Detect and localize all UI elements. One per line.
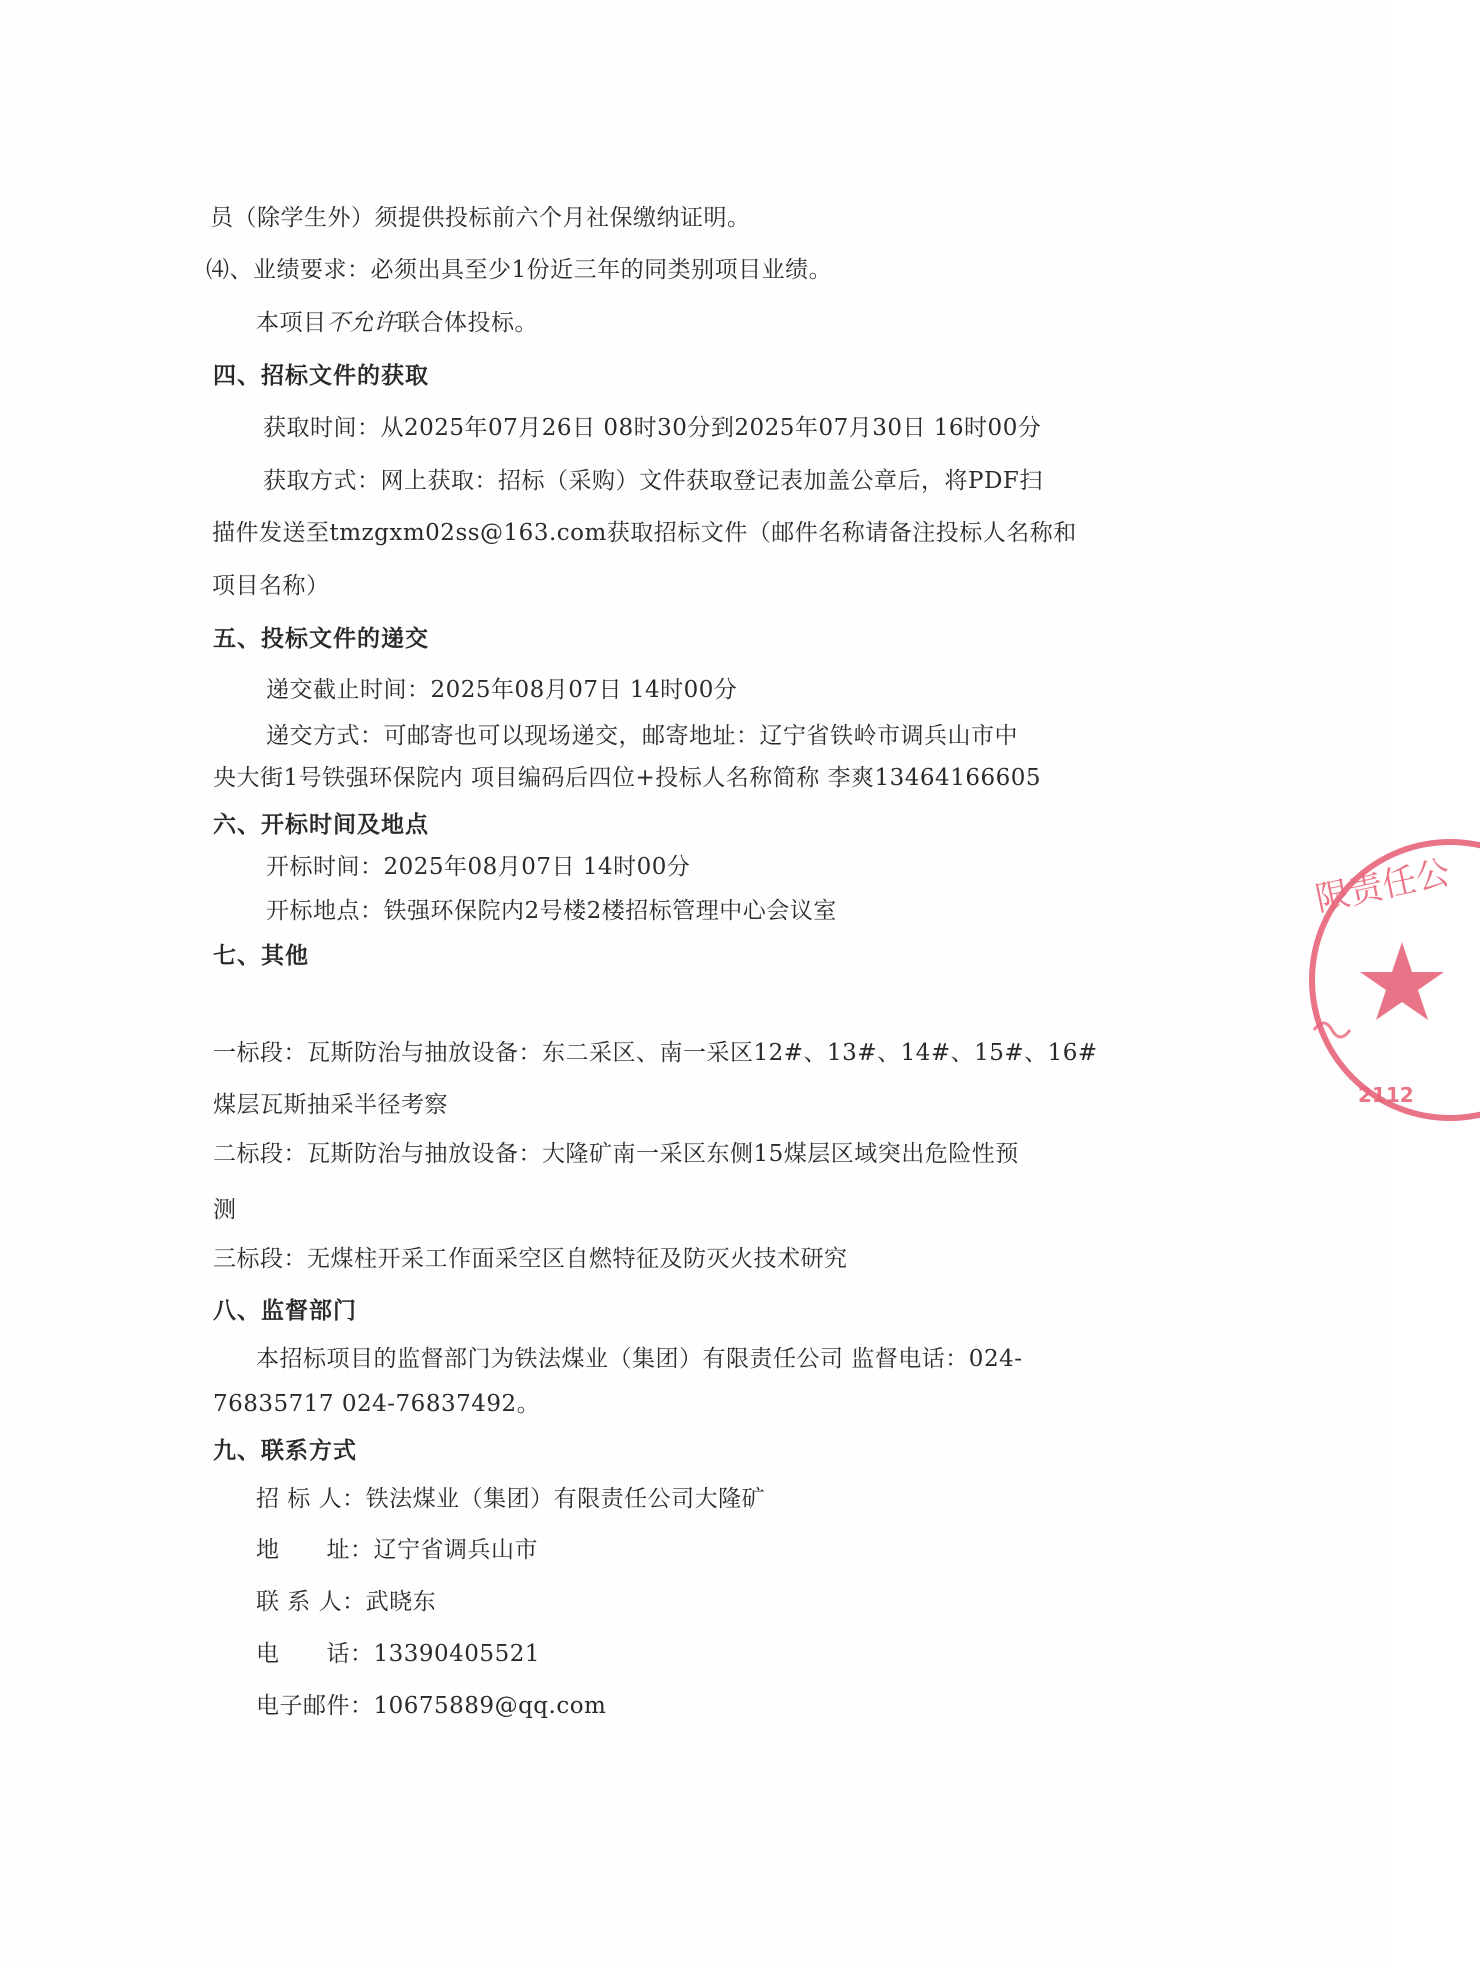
section-6-place: 开标地点：铁强环保院内2号楼2楼招标管理中心会议室: [266, 898, 837, 924]
performance-requirement: ⑷、业绩要求：必须出具至少1份近三年的同类别项目业绩。: [206, 257, 833, 283]
contact-phone: [256, 1639, 540, 1669]
contact-person-value: 武晓东: [365, 1589, 437, 1615]
contact-address-value: 辽宁省调兵山市: [373, 1537, 538, 1563]
section-8-text-line1: 本招标项目的监督部门为铁法煤业（集团）有限责任公司 监督电话：024-: [256, 1346, 1023, 1372]
lot-1-line2: 煤层瓦斯抽采半径考察: [213, 1092, 448, 1118]
section-5-title: 五、投标文件的递交: [213, 625, 429, 652]
contact-person: [256, 1587, 436, 1617]
section-8-text-line2: 76835717 024-76837492。: [213, 1391, 541, 1417]
contact-address: [256, 1535, 538, 1565]
contact-tenderer-label: 招 标 人：: [256, 1486, 366, 1512]
contact-tenderer-value: 铁法煤业（集团）有限责任公司大隆矿: [365, 1486, 766, 1512]
company-seal: [1300, 830, 1480, 1130]
consortium-italic: 不允许: [326, 310, 397, 336]
contact-email: [256, 1691, 606, 1721]
section-5-method-line1: 递交方式：可邮寄也可以现场递交，邮寄地址：辽宁省铁岭市调兵山市中: [266, 723, 1018, 749]
lot-2-line1: 二标段：瓦斯防治与抽放设备：大隆矿南一采区东侧15煤层区域突出危险性预: [213, 1141, 1019, 1167]
section-8-title: 八、监督部门: [213, 1297, 357, 1324]
lot-2-line2: 测: [213, 1197, 237, 1223]
contact-email-label: 电子邮件：: [256, 1693, 374, 1719]
consortium-statement: [256, 308, 538, 338]
qualification-text-end: 员（除学生外）须提供投标前六个月社保缴纳证明。: [210, 205, 751, 231]
seal-star-icon: [1360, 942, 1444, 1020]
lot-1-line1: 一标段：瓦斯防治与抽放设备：东二采区、南一采区12#、13#、14#、15#、16#: [213, 1040, 1098, 1066]
contact-phone-label: 电 话：: [256, 1641, 374, 1667]
section-4-title: 四、招标文件的获取: [213, 362, 429, 389]
section-4-method-line3: 项目名称）: [212, 573, 330, 599]
consortium-prefix: 本项目: [256, 310, 327, 336]
contact-person-label: 联 系 人：: [256, 1589, 366, 1615]
section-4-time: 获取时间：从2025年07月26日 08时30分到2025年07月30日 16时00分: [263, 415, 1042, 441]
section-5-deadline: 递交截止时间：2025年08月07日 14时00分: [266, 677, 738, 703]
section-9-title: 九、联系方式: [213, 1437, 357, 1464]
contact-address-label: 地 址：: [256, 1537, 374, 1563]
contact-email-value: 10675889@qq.com: [373, 1693, 607, 1719]
section-6-title: 六、开标时间及地点: [213, 811, 429, 838]
section-5-method-line2: 央大街1号铁强环保院内 项目编码后四位+投标人名称简称 李爽13464166605: [213, 765, 1041, 791]
seal-text-top: 限责任公: [1312, 852, 1454, 920]
section-4-method-line1: 获取方式：网上获取：招标（采购）文件获取登记表加盖公章后，将PDF扫: [263, 468, 1043, 494]
section-7-title: 七、其他: [213, 942, 309, 969]
section-4-method-line2: 描件发送至tmzgxm02ss@163.com获取招标文件（邮件名称请备注投标人名称和: [212, 520, 1077, 546]
lot-3: 三标段：无煤柱开采工作面采空区自燃特征及防灭火技术研究: [213, 1246, 848, 1272]
seal-text-bottom: 2112: [1358, 1083, 1414, 1107]
section-6-time: 开标时间：2025年08月07日 14时00分: [266, 854, 691, 880]
consortium-suffix: 联合体投标。: [397, 310, 538, 336]
contact-phone-value: 13390405521: [373, 1641, 540, 1667]
contact-tenderer: [256, 1484, 765, 1514]
